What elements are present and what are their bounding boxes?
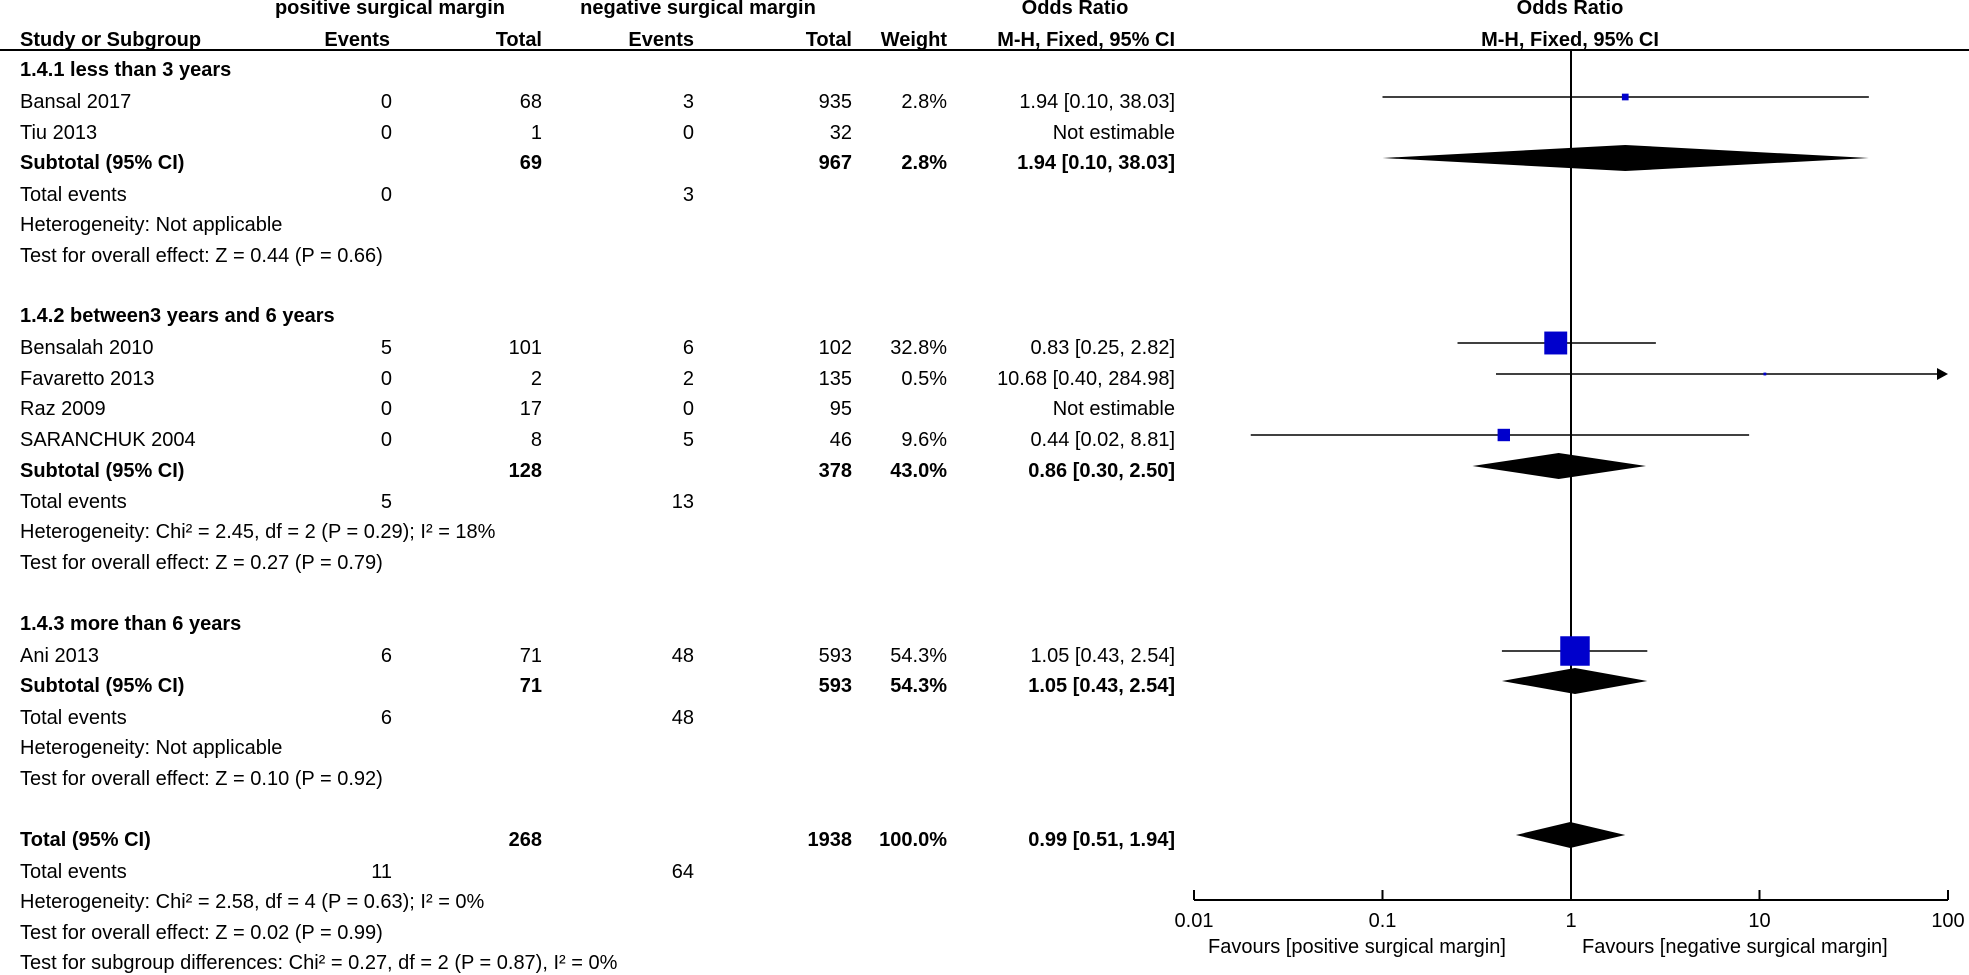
overall-effect-text: Test for overall effect: Z = 0.10 (P = 0.92) bbox=[20, 768, 383, 790]
subgroup-title: 1.4.2 between3 years and 6 years bbox=[20, 305, 335, 327]
study-square bbox=[1622, 94, 1629, 101]
total-events1: 0 bbox=[380, 184, 392, 206]
favours-left-label: Favours [positive surgical margin] bbox=[1208, 936, 1506, 958]
study-ci: Not estimable bbox=[1052, 398, 1175, 420]
study-events2: 5 bbox=[682, 429, 694, 451]
study-total2: 32 bbox=[829, 122, 852, 144]
study-events1: 0 bbox=[380, 368, 392, 390]
study-square bbox=[1763, 373, 1766, 376]
total-events2: 13 bbox=[671, 491, 694, 513]
header-events2: Events bbox=[628, 29, 694, 51]
subgroup-diff-text: Test for subgroup differences: Chi² = 0.27, df = 2 (P = 0.87), I² = 0% bbox=[20, 952, 618, 974]
subtotal-ci: 1.05 [0.43, 2.54] bbox=[1028, 675, 1175, 697]
study-events2: 6 bbox=[682, 337, 694, 359]
subtotal-ci: 1.94 [0.10, 38.03] bbox=[1017, 152, 1175, 174]
x-tick-label: 0.01 bbox=[1174, 910, 1214, 932]
study-total1: 101 bbox=[508, 337, 542, 359]
study-events2: 2 bbox=[682, 368, 694, 390]
header-group2: negative surgical margin bbox=[580, 0, 816, 19]
subgroup-title: 1.4.1 less than 3 years bbox=[20, 59, 232, 81]
favours-right-label: Favours [negative surgical margin] bbox=[1582, 936, 1888, 958]
study-name: Favaretto 2013 bbox=[20, 368, 155, 390]
study-events1: 0 bbox=[380, 122, 392, 144]
overall-effect-text: Test for overall effect: Z = 0.44 (P = 0.66) bbox=[20, 245, 383, 267]
study-total2: 935 bbox=[818, 91, 852, 113]
total-events-label: Total events bbox=[20, 491, 127, 513]
subtotal-total1: 128 bbox=[508, 460, 542, 482]
study-total1: 8 bbox=[530, 429, 542, 451]
study-square bbox=[1560, 636, 1589, 665]
study-weight: 0.5% bbox=[901, 368, 947, 390]
subtotal-label: Subtotal (95% CI) bbox=[20, 675, 185, 697]
study-name: SARANCHUK 2004 bbox=[20, 429, 196, 451]
subtotal-weight: 2.8% bbox=[901, 152, 947, 174]
study-name: Ani 2013 bbox=[20, 645, 99, 667]
study-name: Raz 2009 bbox=[20, 398, 106, 420]
total-weight: 100.0% bbox=[879, 829, 947, 851]
study-total2: 135 bbox=[818, 368, 852, 390]
ci-arrow bbox=[1937, 368, 1948, 380]
total-events2: 48 bbox=[671, 707, 694, 729]
total-events-label: Total events bbox=[20, 861, 127, 883]
subtotal-ci: 0.86 [0.30, 2.50] bbox=[1028, 460, 1175, 482]
x-tick-label: 0.1 bbox=[1368, 910, 1397, 932]
total-events2: 3 bbox=[682, 184, 694, 206]
x-tick-label: 10 bbox=[1748, 910, 1771, 932]
header-plot-title: Odds Ratio bbox=[1516, 0, 1624, 19]
study-events2: 48 bbox=[671, 645, 694, 667]
study-events1: 6 bbox=[380, 645, 392, 667]
overall-effect-text: Test for overall effect: Z = 0.27 (P = 0.79) bbox=[20, 552, 383, 574]
header-weight: Weight bbox=[880, 29, 947, 51]
study-ci: 10.68 [0.40, 284.98] bbox=[997, 368, 1175, 390]
study-ci: 0.83 [0.25, 2.82] bbox=[1030, 337, 1175, 359]
total-events-label: Total events bbox=[20, 184, 127, 206]
study-total1: 71 bbox=[519, 645, 542, 667]
study-events2: 3 bbox=[682, 91, 694, 113]
header-events1: Events bbox=[324, 29, 390, 51]
subtotal-total2: 593 bbox=[818, 675, 852, 697]
study-events1: 0 bbox=[380, 91, 392, 113]
subtotal-total1: 71 bbox=[519, 675, 542, 697]
study-name: Bensalah 2010 bbox=[20, 337, 154, 359]
subtotal-weight: 54.3% bbox=[890, 675, 947, 697]
total-total1: 268 bbox=[508, 829, 542, 851]
study-weight: 2.8% bbox=[901, 91, 947, 113]
overall-effect-text: Test for overall effect: Z = 0.02 (P = 0.99) bbox=[20, 922, 383, 944]
subtotal-weight: 43.0% bbox=[890, 460, 947, 482]
study-ci: 0.44 [0.02, 8.81] bbox=[1030, 429, 1175, 451]
study-square bbox=[1498, 429, 1510, 441]
study-name: Bansal 2017 bbox=[20, 91, 132, 113]
summary-diamond bbox=[1516, 822, 1625, 848]
total-events1: 6 bbox=[380, 707, 392, 729]
header-method: M-H, Fixed, 95% CI bbox=[997, 29, 1175, 51]
header-plot-method: M-H, Fixed, 95% CI bbox=[1481, 29, 1659, 51]
heterogeneity-text: Heterogeneity: Chi² = 2.58, df = 4 (P = 0.63); I² = 0% bbox=[20, 891, 485, 913]
study-name: Tiu 2013 bbox=[20, 122, 98, 144]
study-events2: 0 bbox=[682, 398, 694, 420]
study-total2: 46 bbox=[829, 429, 852, 451]
total-total2: 1938 bbox=[807, 829, 852, 851]
subtotal-label: Subtotal (95% CI) bbox=[20, 152, 185, 174]
study-ci: 1.94 [0.10, 38.03] bbox=[1019, 91, 1175, 113]
study-weight: 32.8% bbox=[890, 337, 947, 359]
summary-diamond bbox=[1472, 453, 1646, 479]
study-weight: 54.3% bbox=[890, 645, 947, 667]
study-total1: 2 bbox=[530, 368, 542, 390]
summary-diamond bbox=[1502, 668, 1647, 694]
heterogeneity-text: Heterogeneity: Not applicable bbox=[20, 214, 283, 236]
total-events-label: Total events bbox=[20, 707, 127, 729]
x-tick-label: 100 bbox=[1931, 910, 1965, 932]
subgroup-title: 1.4.3 more than 6 years bbox=[20, 613, 242, 635]
total-events2: 64 bbox=[671, 861, 694, 883]
study-total2: 95 bbox=[829, 398, 852, 420]
study-square bbox=[1544, 332, 1567, 355]
header-total2: Total bbox=[805, 29, 852, 51]
heterogeneity-text: Heterogeneity: Chi² = 2.45, df = 2 (P = 0.29); I² = 18% bbox=[20, 521, 496, 543]
total-label: Total (95% CI) bbox=[20, 829, 151, 851]
subtotal-total1: 69 bbox=[519, 152, 542, 174]
study-total1: 17 bbox=[519, 398, 542, 420]
subtotal-label: Subtotal (95% CI) bbox=[20, 460, 185, 482]
subtotal-total2: 967 bbox=[818, 152, 852, 174]
header-or-title: Odds Ratio bbox=[1021, 0, 1129, 19]
study-events1: 0 bbox=[380, 398, 392, 420]
study-events2: 0 bbox=[682, 122, 694, 144]
study-total1: 1 bbox=[530, 122, 542, 144]
header-study-col: Study or Subgroup bbox=[20, 29, 202, 51]
total-events1: 11 bbox=[371, 861, 392, 883]
study-total2: 593 bbox=[818, 645, 852, 667]
study-ci: Not estimable bbox=[1052, 122, 1175, 144]
study-events1: 5 bbox=[380, 337, 392, 359]
study-events1: 0 bbox=[380, 429, 392, 451]
total-events1: 5 bbox=[380, 491, 392, 513]
header-group1: positive surgical margin bbox=[274, 0, 506, 19]
subtotal-total2: 378 bbox=[818, 460, 852, 482]
heterogeneity-text: Heterogeneity: Not applicable bbox=[20, 737, 283, 759]
study-total2: 102 bbox=[818, 337, 852, 359]
study-weight: 9.6% bbox=[901, 429, 947, 451]
x-tick-label: 1 bbox=[1565, 910, 1577, 932]
study-ci: 1.05 [0.43, 2.54] bbox=[1030, 645, 1175, 667]
study-total1: 68 bbox=[519, 91, 542, 113]
header-total1: Total bbox=[495, 29, 542, 51]
total-ci: 0.99 [0.51, 1.94] bbox=[1028, 829, 1175, 851]
summary-diamond bbox=[1383, 145, 1869, 171]
